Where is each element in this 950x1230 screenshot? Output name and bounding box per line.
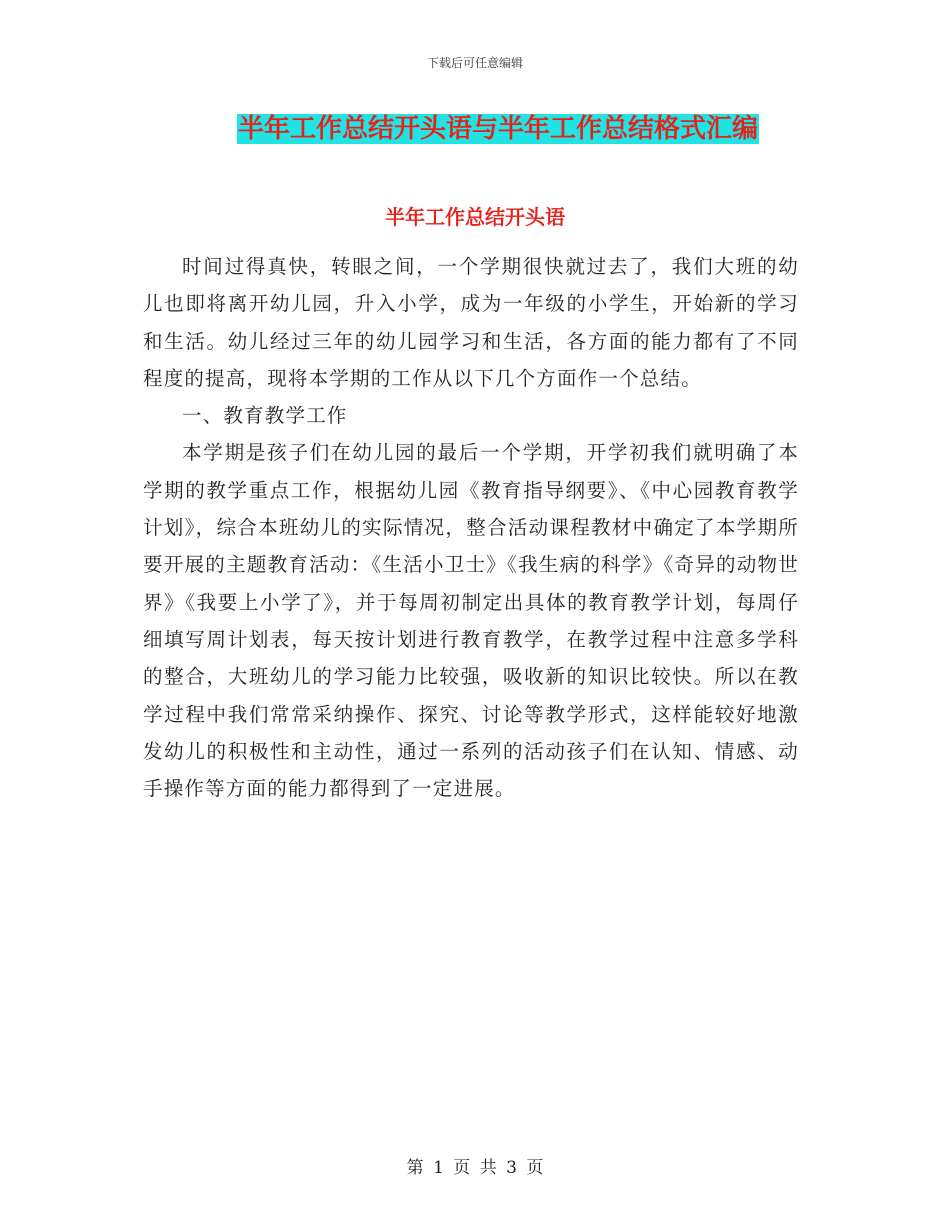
header-note: 下载后可任意编辑	[426, 56, 523, 70]
page-footer: 第 1 页 共 3 页	[406, 1158, 544, 1178]
document-body	[143, 248, 799, 807]
body-paragraph-teaching: 本学期是孩子们在幼儿园的最后一个学期，开学初我们就明确了本学期的教学重点工作，根据幼儿园《教育指导纲要》、《中心园教育教学计划》，综合本班幼儿的实际情况，整合活动课程教材中确定了本学期所要开展的主题教育活动：《生活小卫士》《我生病的科学》《奇异的动物世界》《我要上小学了》，并于每周初制定出具体的教育教学计划，每周仔细填写周计划表，每天按计划进行教育教学，在教学过程中注意多学科的整合，大班幼儿的学习能力比较强，吸收新的知识比较快。所以在教学过程中我们常常采纳操作、探究、讨论等教学形式，这样能较好地激发幼儿的积极性和主动性，通过一系列的活动孩子们在认知、情感、动手操作等方面的能力都得到了一定进展。	[143, 441, 799, 801]
document-title-text: 半年工作总结开头语与半年工作总结格式汇编	[237, 114, 758, 144]
section-title: 半年工作总结开头语	[385, 205, 565, 229]
document-title	[0, 114, 950, 144]
body-heading-teaching: 一、教育教学工作	[182, 404, 348, 428]
body-paragraph-intro: 时间过得真快，转眼之间，一个学期很快就过去了，我们大班的幼儿也即将离开幼儿园，升入小学，成为一年级的小学生，开始新的学习和生活。幼儿经过三年的幼儿园学习和生活，各方面的能力都有了不同程度的提高，现将本学期的工作从以下几个方面作一个总结。	[143, 255, 799, 390]
